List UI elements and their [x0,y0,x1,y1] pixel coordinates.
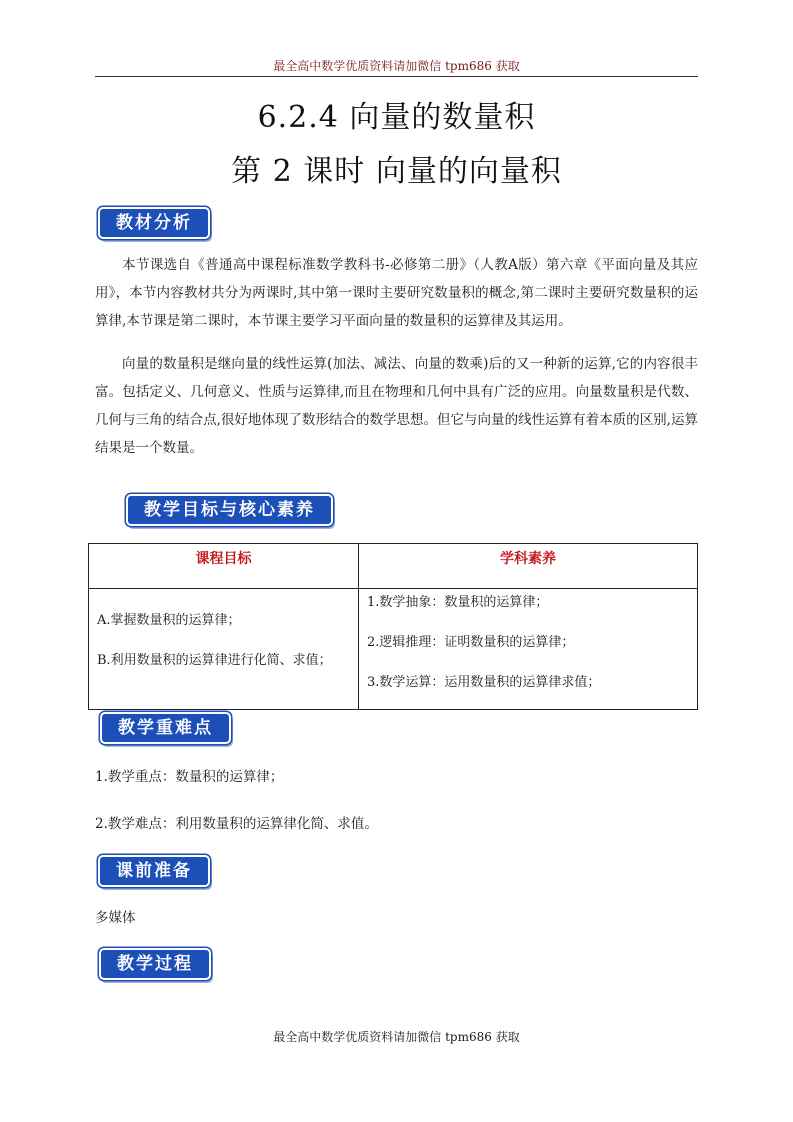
header-subject-literacy: 学科素养 [359,544,698,589]
page-footer: 最全高中数学优质资料请加微信 tpm686 获取 [273,1030,520,1044]
section-badge-goals: 教学目标与核心素养 [126,494,333,526]
section-badge-key-points: 教学重难点 [100,712,231,744]
goals-table [88,543,698,710]
literacy-item-3: 3.数学运算：运用数量积的运算律求值； [367,675,601,690]
goals-table-header-row [89,544,698,589]
literacy-item-1: 1.数学抽象：数量积的运算律； [367,595,549,610]
section-badge-process: 教学过程 [99,948,211,980]
analysis-paragraph-2: 向量的数量积是继向量的线性运算(加法、减法、向量的数乘)后的又一种新的运算,它的内容很丰富。包括定义、几何意义、性质与运算律,而且在物理和几何中具有广泛的应用。向量数量积是代数、几何与三角的结合点,很好地体现了数形结合的数学思想。但它与向量的线性运算有着本质的区别,运算结果是一个数量。 [95,356,698,456]
analysis-paragraph-1: 本节课选自《普通高中课程标准数学教科书-必修第二册》（人教A版）第六章《平面向量及其应用》，本节内容教材共分为两课时,其中第一课时主要研究数量积的概念,第二课时主要研究数量积的运算律,本节课是第二课时，本节课主要学习平面向量的数量积的运算律及其运用。 [95,257,698,329]
key-point-1: 1.教学重点：数量积的运算律； [95,769,284,785]
section-badge-analysis: 教材分析 [98,207,210,239]
preparation-text: 多媒体 [95,910,136,926]
sub-title: 第 2 课时 向量的向量积 [231,154,562,189]
course-goals-cell [89,589,359,710]
section-badge-preparation: 课前准备 [98,855,210,887]
literacy-cell [359,589,698,710]
header-divider [95,76,698,77]
course-goal-b: B.利用数量积的运算律进行化简、求值； [97,653,332,668]
main-title: 6.2.4 向量的数量积 [257,100,536,135]
key-point-2: 2.教学难点：利用数量积的运算律化简、求值。 [95,816,378,832]
literacy-item-2: 2.逻辑推理：证明数量积的运算律； [367,635,575,650]
header-course-goals: 课程目标 [89,544,359,589]
course-goal-a: A.掌握数量积的运算律； [97,613,241,628]
goals-table-row [89,589,698,710]
page-header: 最全高中数学优质资料请加微信 tpm686 获取 [273,59,520,73]
